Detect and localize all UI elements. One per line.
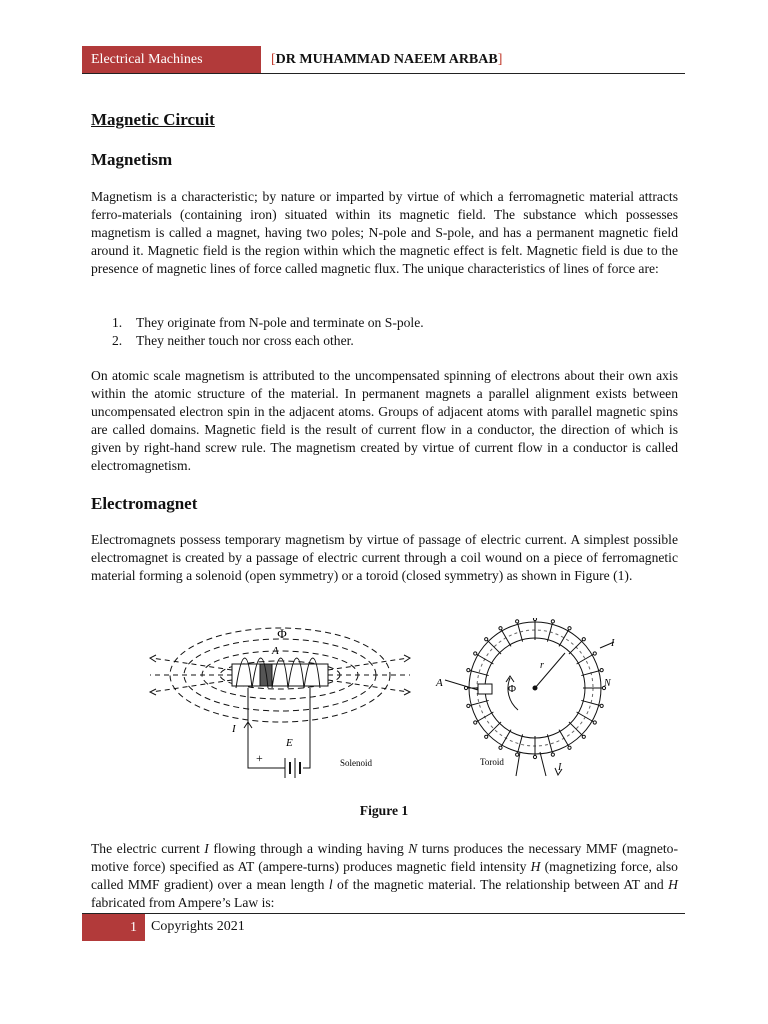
list-item-number: 2. — [112, 333, 123, 348]
toroid-winding-turn — [476, 654, 493, 664]
toroid-winding-dot — [474, 721, 477, 724]
header-course: Electrical Machines — [91, 52, 203, 67]
toroid-winding-dot — [485, 735, 488, 738]
solenoid-A-label: A — [272, 645, 279, 657]
relation-var-N: N — [408, 841, 418, 856]
list-item — [112, 332, 424, 350]
toroid-winding-dot — [499, 746, 502, 749]
page-title: Magnetic Circuit — [91, 110, 215, 129]
solenoid-caption: Solenoid — [340, 758, 373, 768]
toroid-A-label: A — [436, 677, 443, 689]
relation-var-H: H — [668, 877, 678, 892]
figure-1-diagram — [140, 618, 640, 783]
solenoid-E-label: E — [286, 737, 293, 749]
electromagnet-paragraph: Electromagnets possess temporary magnetism by virtue of passage of electric current. A simplest possible electromagnet is created by a passage of electric current through a coil wound on a piece of ferromagnetic material forming a solenoid (open symmetry) or a toroid (closed symmetry) as shown in Figure (1). — [91, 532, 678, 583]
toroid-winding-dot — [516, 620, 519, 623]
relation-text: of the magnetic material. The relationship between AT and — [332, 877, 669, 892]
relation-text: The electric current — [91, 841, 205, 856]
toroid-winding-dot — [499, 627, 502, 630]
footer-copyright: Copyrights 2021 — [151, 919, 245, 934]
solenoid-core — [232, 664, 328, 686]
toroid-winding-dot — [568, 746, 571, 749]
header-bracket-open: [ — [271, 52, 276, 67]
solenoid-I-label: I — [232, 723, 236, 735]
toroid-winding-dot — [516, 753, 519, 756]
relation-text: turns produces the necessary MMF (magneto-motive force) specified as AT (ampere-turns) produces magnetic field intensity — [91, 841, 678, 874]
toroid-winding-turn — [487, 722, 501, 736]
header-bracket-close: ] — [497, 52, 503, 67]
relation-text: flowing through a winding having — [208, 841, 409, 856]
toroid-winding-dot — [600, 704, 603, 707]
header-course-box — [82, 46, 261, 73]
toroid-winding-turn — [577, 654, 594, 664]
toroid-winding-dot — [568, 627, 571, 630]
relation-text: (magnetizing force, also called MMF gradient) over a mean length — [91, 859, 678, 892]
toroid-phi-label: Φ — [508, 683, 517, 695]
solenoid-phi-label: Φ — [277, 626, 287, 641]
toroid-winding-dot — [551, 753, 554, 756]
toroid-winding-dot — [593, 721, 596, 724]
toroid-winding-dot — [485, 638, 488, 641]
list-item-text: They neither touch nor cross each other. — [136, 333, 354, 348]
toroid-winding-turn — [559, 730, 569, 747]
toroid-r-label: r — [540, 660, 544, 671]
toroid-winding-dot — [600, 669, 603, 672]
solenoid-plus-label: + — [256, 751, 263, 765]
page-number: 1 — [130, 920, 137, 935]
relation-paragraph — [91, 840, 678, 912]
toroid-winding-dot — [467, 669, 470, 672]
magnetism-paragraph: Magnetism is a characteristic; by nature or imparted by virtue of which a ferromagnetic material attracts ferro-materials (containing iron) situated within its magnetic field. The substance which possesses magnetism is called a magnet, having two poles; N-pole and S-pole, and has a permanent magnetic field around it. Magnetic field is the region within which the magnetic effect is felt. Magnetic field is due to the presence of magnetic lines of force called magnetic flux. The unique characteristics of lines of force are: — [91, 189, 678, 276]
toroid-winding-dot — [582, 735, 585, 738]
relation-var-H: H — [530, 859, 541, 874]
toroid-I-label-bottom: I — [558, 762, 562, 773]
footer-rule — [82, 913, 685, 914]
list-item-text: They originate from N-pole and terminate on S-pole. — [136, 315, 424, 330]
relation-var-l: l — [328, 877, 333, 892]
toroid-winding-turn — [559, 629, 569, 646]
lines-of-force-list — [112, 314, 424, 350]
atomic-paragraph: On atomic scale magnetism is attributed to the uncompensated spinning of electrons about their own axis within the atomic structure of the material. In permanent magnets a parallel alignment exists between uncompensated electron spin in the adjacent atoms. Groups of adjacent atoms with parallel magnetic spins are called domains. Magnetic field is the result of current flow in a conductor, the direction of which is given by right-hand screw rule. The magnetism created by virtue of current flow in a conductor is called electromagnetism. — [91, 368, 678, 473]
footer-page-box — [82, 914, 145, 941]
toroid-winding-dot — [467, 704, 470, 707]
header-rule — [82, 73, 685, 74]
list-item — [112, 314, 424, 332]
figure-caption: Figure 1 — [359, 803, 409, 818]
toroid-winding-dot — [582, 638, 585, 641]
toroid-N-label: N — [604, 678, 611, 689]
relation-var-I: I — [204, 841, 209, 856]
toroid-winding-turn — [577, 712, 594, 722]
toroid-caption: Toroid — [480, 757, 504, 767]
toroid-winding-turn — [501, 730, 511, 747]
toroid-winding-turn — [476, 712, 493, 722]
toroid-winding-dot — [533, 618, 536, 621]
relation-text: fabricated from Ampere’s Law is: — [91, 895, 275, 910]
toroid-winding-dot — [551, 620, 554, 623]
toroid-winding-dot — [593, 652, 596, 655]
toroid-winding-turn — [501, 629, 511, 646]
magnetism-heading: Magnetism — [91, 150, 173, 169]
header-author-name: DR MUHAMMAD NAEEM ARBAB — [275, 52, 498, 67]
toroid-winding-dot — [474, 652, 477, 655]
electromagnet-heading: Electromagnet — [91, 494, 198, 513]
header-author — [271, 52, 502, 68]
toroid-I-label-top: I — [611, 638, 615, 649]
toroid-winding-dot — [533, 755, 536, 758]
list-item-number: 1. — [112, 315, 123, 330]
